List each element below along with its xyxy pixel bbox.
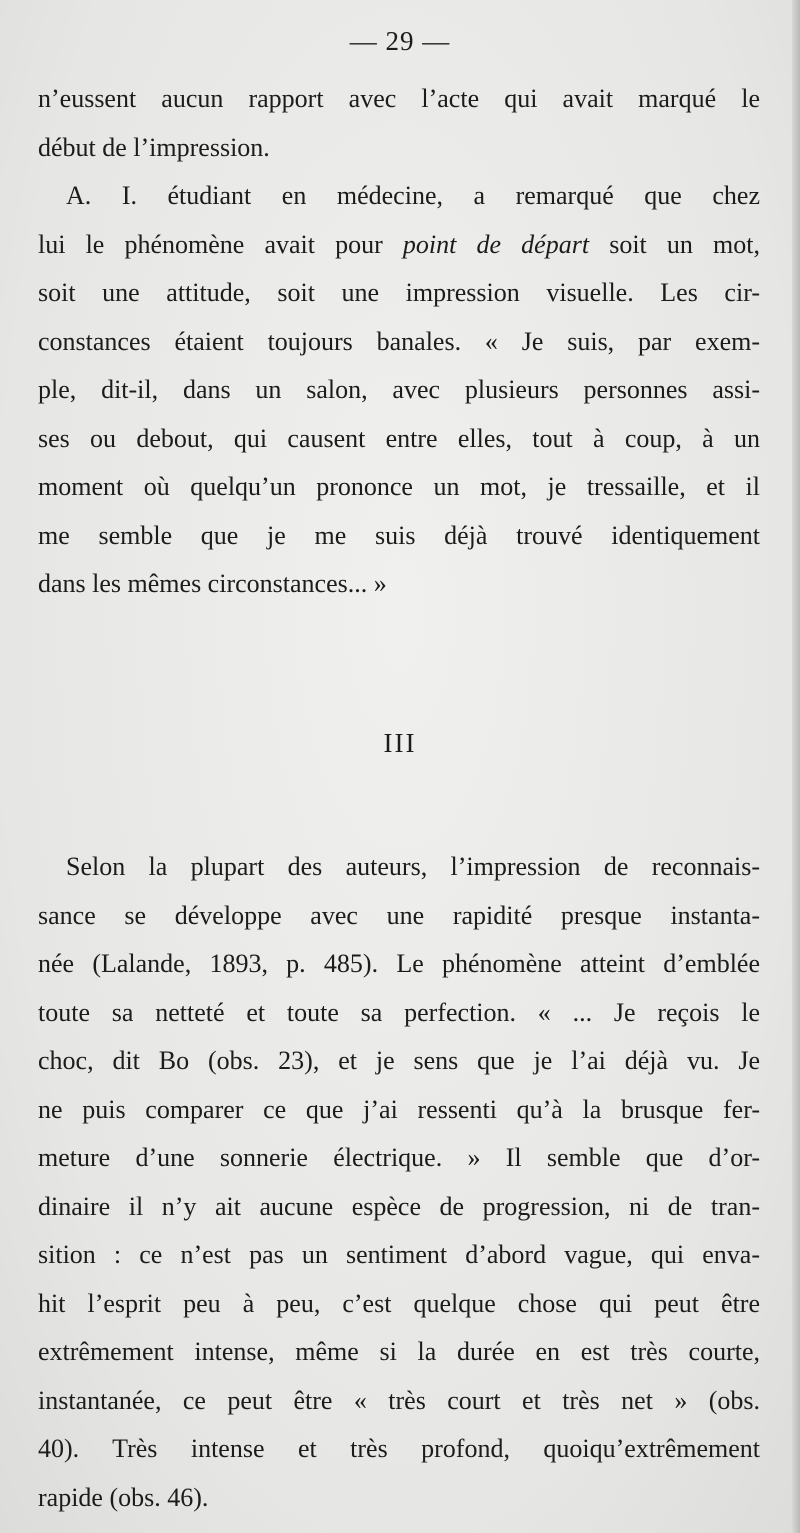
text-line: 40). Très intense et très profond, quoiqu’extrêmement bbox=[38, 1434, 760, 1463]
text-line: n’eussent aucun rapport avec l’acte qui avait marqué le bbox=[38, 84, 760, 113]
text-line: toute sa netteté et toute sa perfection. « ... Je reçois le bbox=[38, 997, 760, 1027]
page-edge-shadow bbox=[792, 0, 800, 1533]
text-line: Selon la plupart des auteurs, l’impression de reconnais- bbox=[66, 852, 760, 881]
text-line: extrêmement intense, même si la durée en est très courte, bbox=[38, 1337, 760, 1366]
text-line: meture d’une sonnerie électrique. » Il semble que d’or- bbox=[38, 1143, 760, 1172]
paragraph-continuation bbox=[38, 75, 760, 172]
text-line: choc, dit Bo (obs. 23), et je sens que je l’ai déjà vu. Je bbox=[38, 1046, 760, 1075]
text-line: sance se développe avec une rapidité presque instanta- bbox=[38, 900, 760, 930]
emphasized-phrase: point de départ bbox=[402, 229, 590, 259]
text-line: instantanée, ce peut être « très court et très net » (obs. bbox=[38, 1385, 760, 1415]
text-segment: soit un mot, bbox=[589, 229, 760, 259]
text-line: née (Lalande, 1893, p. 485). Le phénomène atteint d’emblée bbox=[38, 949, 760, 978]
text-line: dans les mêmes circonstances... » bbox=[38, 569, 387, 598]
text-line: moment où quelqu’un prononce un mot, je tressaille, et il bbox=[38, 472, 760, 501]
paragraph-section-three bbox=[38, 843, 760, 1522]
text-line: ple, dit-il, dans un salon, avec plusieurs personnes assi- bbox=[38, 375, 760, 404]
text-line-with-emphasis bbox=[38, 221, 760, 270]
text-line: constances étaient toujours banales. « Je suis, par exem- bbox=[38, 326, 760, 356]
text-line: début de l’impression. bbox=[38, 132, 270, 162]
section-heading: III bbox=[383, 728, 417, 758]
text-line: rapide (obs. 46). bbox=[38, 1482, 209, 1512]
page-number: — 29 — bbox=[349, 26, 451, 56]
text-line: hit l’esprit peu à peu, c’est quelque chose qui peut être bbox=[38, 1288, 760, 1318]
text-line: sition : ce n’est pas un sentiment d’abord vague, qui enva- bbox=[38, 1240, 760, 1269]
text-line: dinaire il n’y ait aucune espèce de progression, ni de tran- bbox=[38, 1191, 760, 1221]
paragraph-observation bbox=[38, 172, 760, 609]
text-line: A. I. étudiant en médecine, a remarqué que chez bbox=[66, 181, 760, 210]
text-segment: lui le phénomène avait pour bbox=[38, 229, 403, 259]
text-line: soit une attitude, soit une impression visuelle. Les cir- bbox=[38, 278, 760, 307]
text-line: ne puis comparer ce que j’ai ressenti qu’à la brusque fer- bbox=[38, 1094, 760, 1124]
text-line: ses ou debout, qui causent entre elles, tout à coup, à un bbox=[38, 423, 760, 453]
text-line: me semble que je me suis déjà trouvé identiquement bbox=[38, 520, 760, 550]
